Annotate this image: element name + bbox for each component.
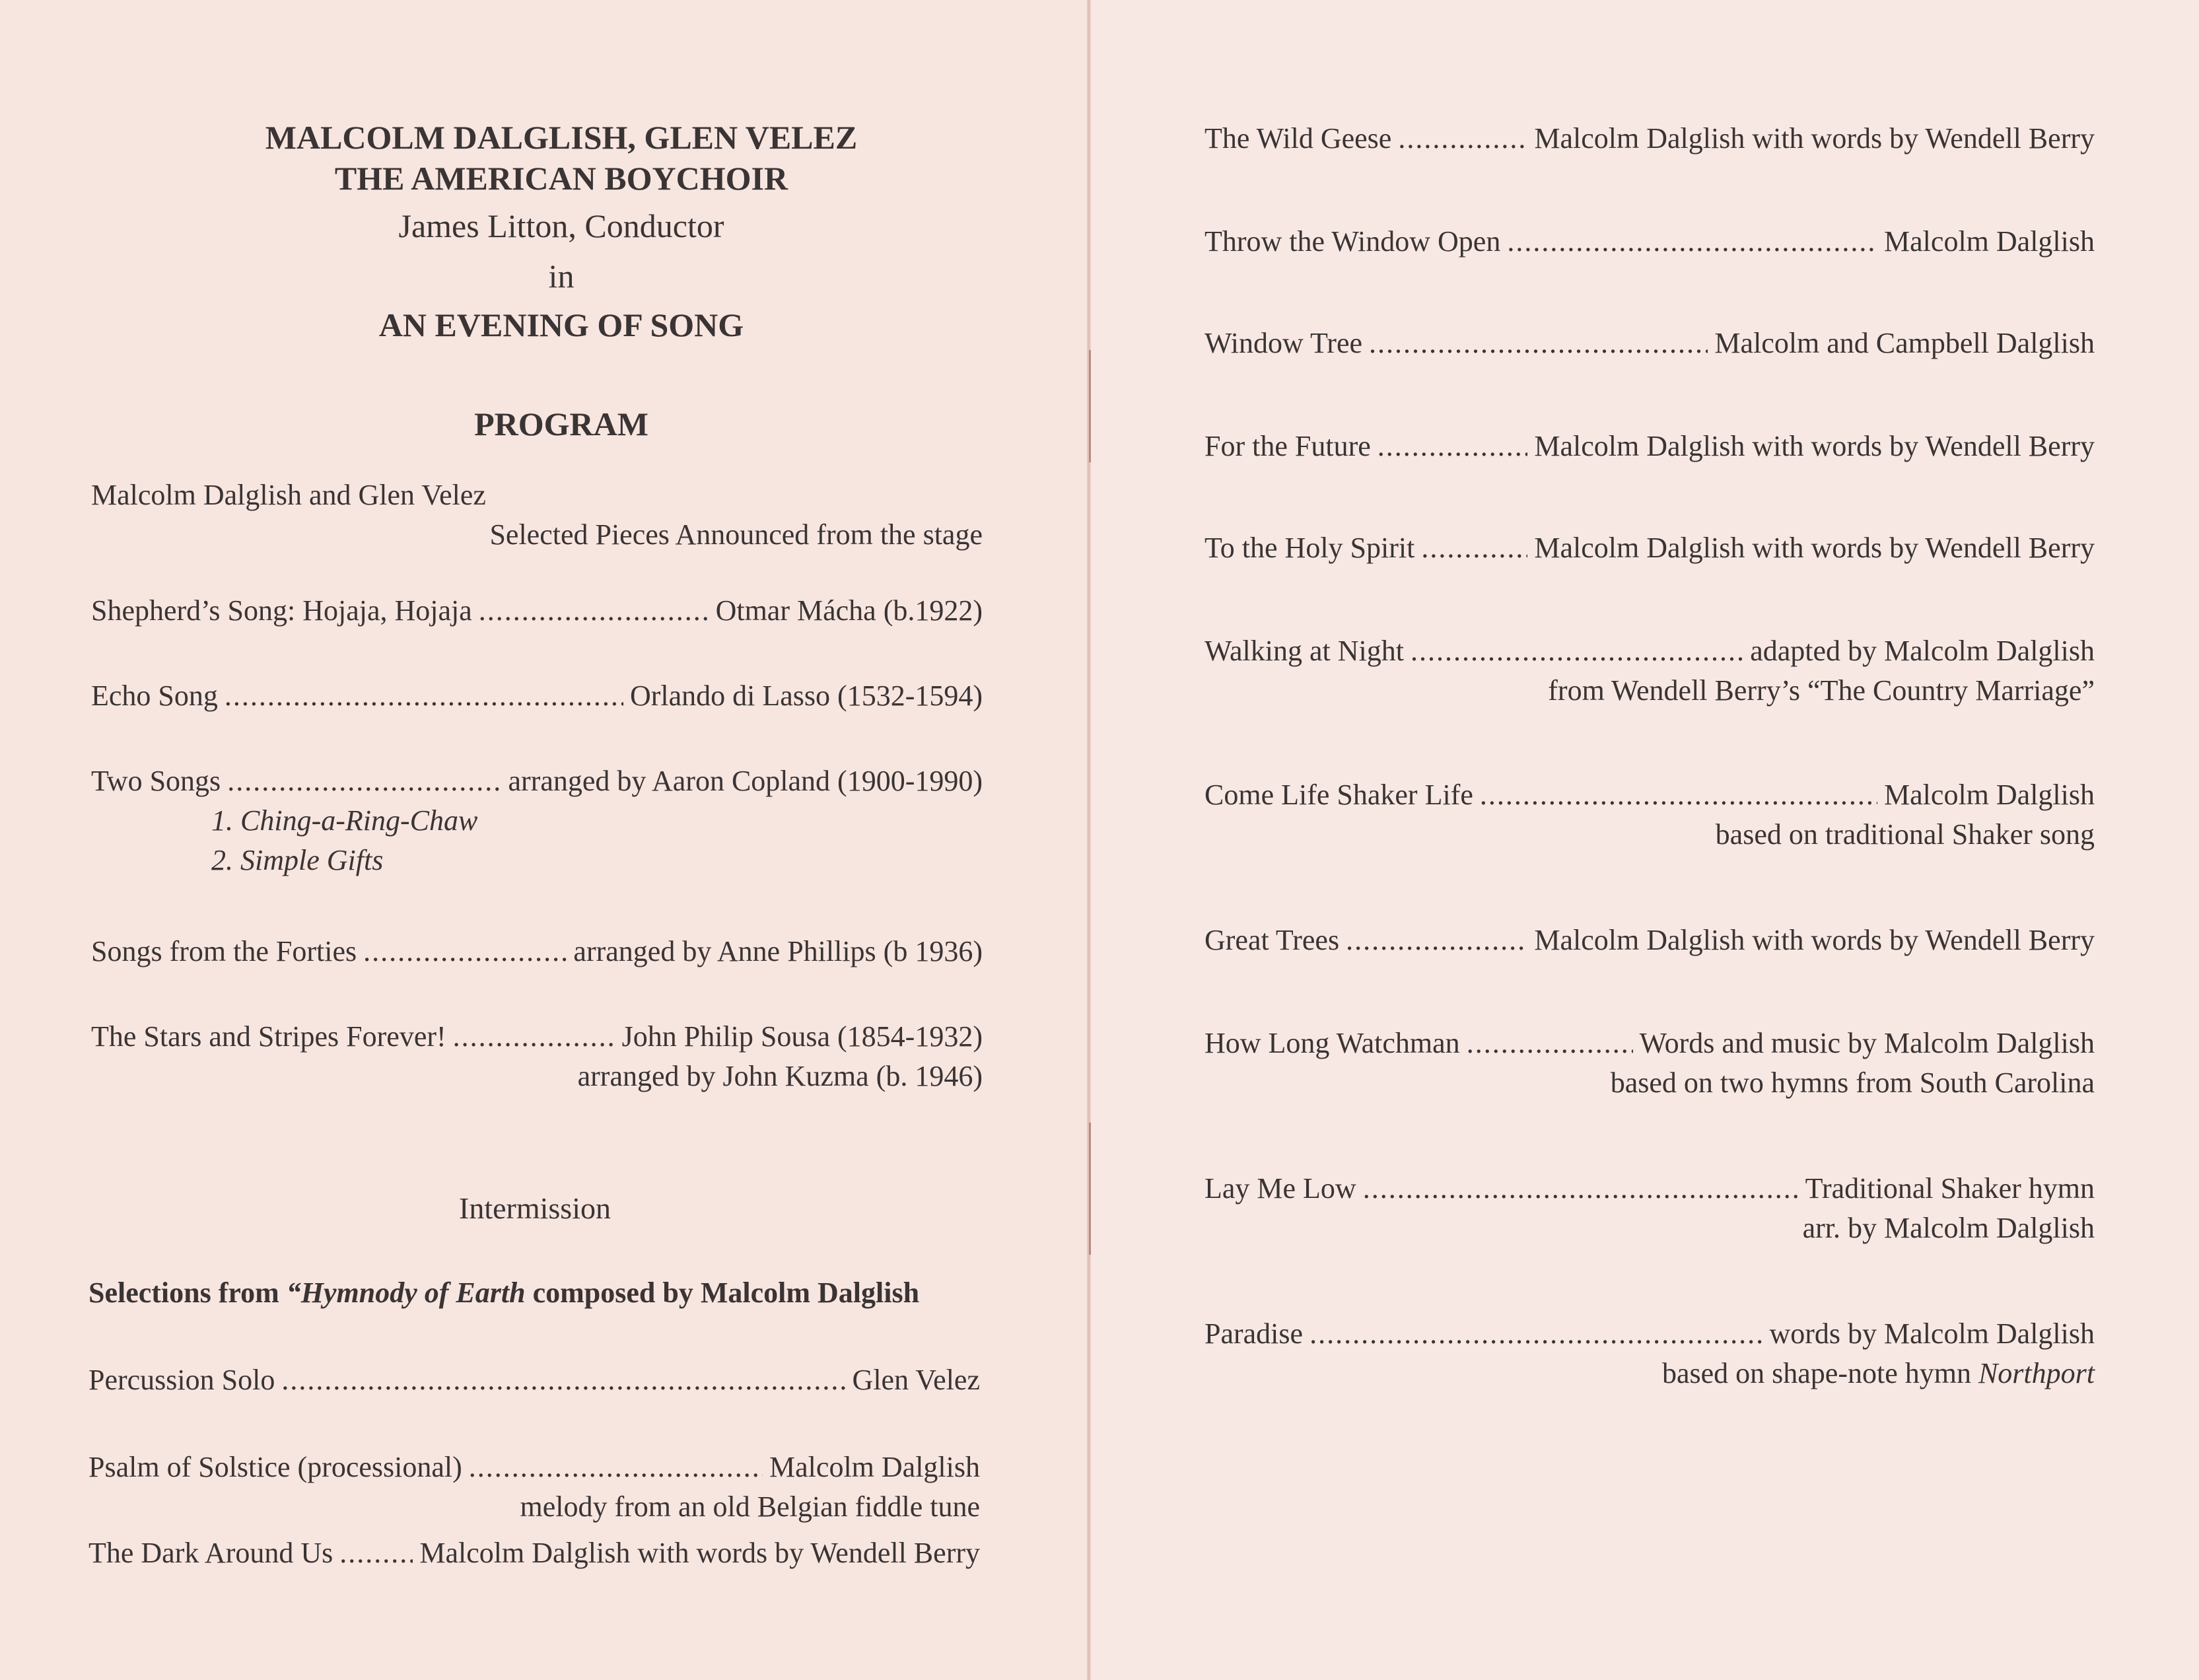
program-heading: PROGRAM bbox=[474, 405, 648, 442]
entry-title: How Long Watchman bbox=[1204, 1027, 1460, 1059]
dot-leader bbox=[1346, 921, 1527, 960]
right-page bbox=[1091, 0, 2199, 1680]
entry-credit: arranged by Aaron Copland (1900-1990) bbox=[508, 765, 983, 797]
entry-title: The Stars and Stripes Forever! bbox=[91, 1020, 446, 1053]
entry-credit: Words and music by Malcolm Dalglish bbox=[1639, 1027, 2095, 1059]
program-entry bbox=[1204, 921, 2095, 960]
dot-leader bbox=[1411, 631, 1743, 671]
entry-credit: Otmar Mácha (b.1922) bbox=[715, 594, 983, 627]
dot-leader bbox=[1507, 222, 1877, 262]
entry-title: Shepherd’s Song: Hojaja, Hojaja bbox=[91, 594, 472, 627]
entry-title: The Wild Geese bbox=[1204, 122, 1392, 155]
entry-credit: Orlando di Lasso (1532-1594) bbox=[629, 680, 983, 712]
entry-title: Lay Me Low bbox=[1204, 1172, 1356, 1205]
dot-leader bbox=[1467, 1024, 1633, 1063]
dot-leader bbox=[281, 1360, 845, 1400]
dot-leader bbox=[227, 761, 501, 801]
entry-credit: Glen Velez bbox=[852, 1364, 980, 1396]
entry-title: Come Life Shaker Life bbox=[1204, 779, 1473, 811]
entry-credit: Malcolm and Campbell Dalglish bbox=[1714, 327, 2095, 359]
program-entry bbox=[1204, 1024, 2095, 1103]
program-entry bbox=[1204, 1314, 2095, 1393]
entry-note: arranged by John Kuzma (b. 1946) bbox=[577, 1060, 983, 1092]
header-choir-line: THE AMERICAN BOYCHOIR bbox=[334, 160, 788, 197]
program-entry bbox=[91, 761, 983, 880]
program-entry bbox=[91, 676, 983, 716]
dot-leader bbox=[469, 1448, 763, 1487]
program-entry bbox=[1204, 775, 2095, 855]
entry-title: Two Songs bbox=[91, 765, 221, 797]
selections-work-title: “Hymnody of Earth bbox=[286, 1277, 526, 1309]
program-entry bbox=[91, 1017, 983, 1096]
entry-title: Songs from the Forties bbox=[91, 935, 357, 967]
program-entry bbox=[1204, 631, 2095, 711]
header-conductor-line: James Litton, Conductor bbox=[398, 207, 724, 244]
entry-note: Selected Pieces Announced from the stage bbox=[489, 518, 983, 551]
dot-leader bbox=[339, 1533, 413, 1573]
entry-credit: John Philip Sousa (1854-1932) bbox=[621, 1020, 983, 1053]
entry-note: based on two hymns from South Carolina bbox=[1610, 1067, 2095, 1099]
entry-title: Psalm of Solstice (processional) bbox=[88, 1451, 462, 1483]
program-entry bbox=[1204, 528, 2095, 568]
program-entry-opening bbox=[91, 475, 983, 555]
entry-note bbox=[1204, 1354, 2095, 1393]
entry-title: For the Future bbox=[1204, 430, 1371, 462]
program-entry bbox=[91, 932, 983, 971]
selections-prefix: Selections from bbox=[88, 1277, 287, 1309]
dot-leader bbox=[1480, 775, 1877, 815]
program-entry bbox=[1204, 427, 2095, 466]
entry-part: 1. Ching-a-Ring-Chaw bbox=[211, 804, 478, 837]
entry-credit: Malcolm Dalglish bbox=[769, 1451, 980, 1483]
entry-title: Echo Song bbox=[91, 680, 218, 712]
entry-note-text: based on shape-note hymn bbox=[1661, 1357, 1978, 1389]
entry-credit: Traditional Shaker hymn bbox=[1805, 1172, 2095, 1205]
left-page bbox=[0, 0, 1091, 1680]
header-in-line: in bbox=[548, 258, 575, 295]
program-entry bbox=[1204, 1169, 2095, 1248]
dot-leader bbox=[1378, 427, 1528, 466]
program-entry bbox=[91, 591, 983, 631]
entry-title: Paradise bbox=[1204, 1317, 1304, 1350]
entry-title: To the Holy Spirit bbox=[1204, 532, 1415, 564]
entry-credit: arranged by Anne Phillips (b 1936) bbox=[573, 935, 983, 967]
entry-note: based on traditional Shaker song bbox=[1715, 818, 2095, 851]
entry-title: Malcolm Dalglish and Glen Velez bbox=[91, 479, 486, 511]
entry-part: 2. Simple Gifts bbox=[211, 844, 384, 876]
dot-leader bbox=[363, 932, 567, 971]
program-entry bbox=[1204, 222, 2095, 262]
entry-note: arr. by Malcolm Dalglish bbox=[1802, 1212, 2095, 1244]
entry-credit: Malcolm Dalglish bbox=[1884, 225, 2095, 258]
program-entry bbox=[88, 1448, 980, 1527]
entry-title: The Dark Around Us bbox=[88, 1537, 333, 1569]
entry-credit: Malcolm Dalglish with words by Wendell Berry bbox=[1534, 122, 2095, 155]
program-entry bbox=[88, 1360, 980, 1400]
concert-title: AN EVENING OF SONG bbox=[378, 306, 744, 343]
program-entry bbox=[1204, 324, 2095, 363]
selections-heading bbox=[88, 1273, 1013, 1313]
dot-leader bbox=[1369, 324, 1708, 363]
hymn-name: Northport bbox=[1978, 1357, 2095, 1389]
entry-title: Great Trees bbox=[1204, 924, 1340, 956]
entry-title: Walking at Night bbox=[1204, 635, 1404, 667]
selections-suffix: composed by Malcolm Dalglish bbox=[525, 1277, 920, 1309]
entry-credit: words by Malcolm Dalglish bbox=[1769, 1317, 2095, 1350]
entry-credit: Malcolm Dalglish bbox=[1884, 779, 2095, 811]
dot-leader bbox=[1421, 528, 1527, 568]
entry-title: Window Tree bbox=[1204, 327, 1363, 359]
header-performers-line: MALCOLM DALGLISH, GLEN VELEZ bbox=[265, 119, 858, 156]
entry-note: melody from an old Belgian fiddle tune bbox=[520, 1490, 980, 1523]
dot-leader bbox=[479, 591, 709, 631]
dot-leader bbox=[1309, 1314, 1763, 1354]
dot-leader bbox=[1363, 1169, 1799, 1208]
entry-title: Throw the Window Open bbox=[1204, 225, 1501, 258]
program-entry bbox=[1204, 119, 2095, 158]
dot-leader bbox=[225, 676, 623, 716]
entry-credit: Malcolm Dalglish with words by Wendell Berry bbox=[419, 1537, 980, 1569]
entry-credit: Malcolm Dalglish with words by Wendell Berry bbox=[1534, 430, 2095, 462]
entry-credit: adapted by Malcolm Dalglish bbox=[1750, 635, 2095, 667]
entry-note: from Wendell Berry’s “The Country Marriage” bbox=[1548, 674, 2095, 707]
entry-credit: Malcolm Dalglish with words by Wendell Berry bbox=[1534, 924, 2095, 956]
entry-credit: Malcolm Dalglish with words by Wendell Berry bbox=[1534, 532, 2095, 564]
entry-title: Percussion Solo bbox=[88, 1364, 275, 1396]
intermission-label: Intermission bbox=[459, 1191, 611, 1225]
dot-leader bbox=[453, 1017, 615, 1057]
program-entry bbox=[88, 1533, 980, 1573]
dot-leader bbox=[1398, 119, 1527, 158]
